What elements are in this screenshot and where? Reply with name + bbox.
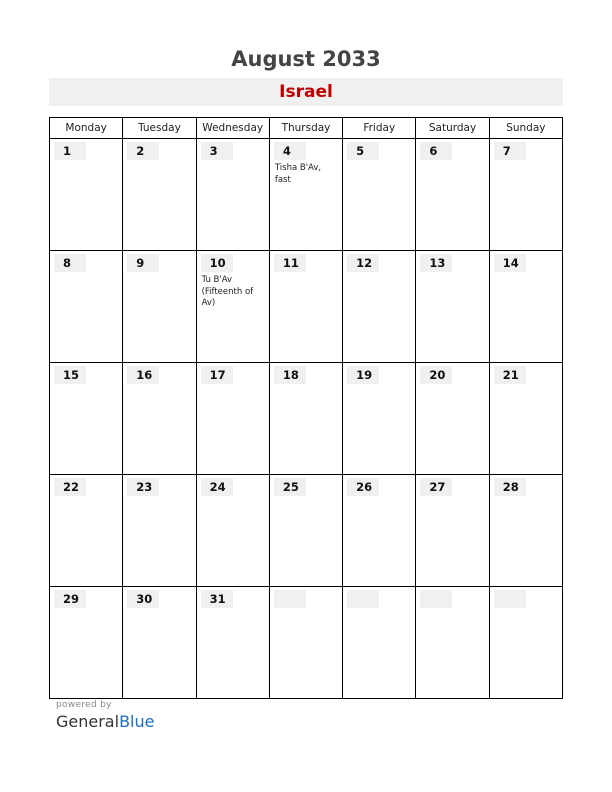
country-name: Israel [279, 82, 333, 102]
day-cell [416, 251, 489, 363]
day-cell [50, 251, 123, 363]
day-cell [489, 587, 562, 699]
day-number: 19 [347, 366, 379, 384]
brand-general: General [56, 712, 120, 731]
day-cell [123, 363, 196, 475]
week-row [50, 587, 563, 699]
day-number: 28 [494, 478, 526, 496]
day-cell [416, 363, 489, 475]
day-number: 14 [494, 254, 526, 272]
day-cell [269, 363, 342, 475]
day-cell [269, 139, 342, 251]
day-cell [343, 363, 416, 475]
week-row [50, 139, 563, 251]
brand-logo [56, 712, 154, 731]
day-cell [343, 139, 416, 251]
weekday-header: Friday [343, 118, 416, 139]
day-number: 12 [347, 254, 379, 272]
day-number: 3 [201, 142, 233, 160]
day-cell [489, 139, 562, 251]
day-cell [269, 475, 342, 587]
day-number: 18 [274, 366, 306, 384]
day-number: 23 [127, 478, 159, 496]
day-cell [50, 587, 123, 699]
day-number: 13 [420, 254, 452, 272]
day-number: 30 [127, 590, 159, 608]
day-cell [416, 475, 489, 587]
day-number: 31 [201, 590, 233, 608]
day-cell [269, 587, 342, 699]
day-number [274, 590, 306, 608]
week-row [50, 363, 563, 475]
calendar-grid [49, 117, 563, 699]
holiday-event: Tisha B'Av, fast [274, 163, 322, 185]
day-number: 8 [54, 254, 86, 272]
weekday-header: Monday [50, 118, 123, 139]
day-number: 1 [54, 142, 86, 160]
day-number: 24 [201, 478, 233, 496]
day-number: 2 [127, 142, 159, 160]
day-cell [196, 251, 269, 363]
day-number: 4 [274, 142, 306, 160]
day-cell [196, 139, 269, 251]
day-number: 27 [420, 478, 452, 496]
day-cell [489, 363, 562, 475]
day-cell [489, 251, 562, 363]
day-number: 25 [274, 478, 306, 496]
holiday-event: Tu B'Av (Fifteenth of Av) [201, 275, 254, 308]
footer [56, 700, 154, 731]
weekday-header-row [50, 118, 563, 139]
brand-blue: Blue [119, 712, 155, 731]
day-number: 26 [347, 478, 379, 496]
day-cell [343, 251, 416, 363]
day-cell [343, 475, 416, 587]
day-number: 11 [274, 254, 306, 272]
day-cell [50, 139, 123, 251]
weekday-header: Wednesday [196, 118, 269, 139]
day-number: 9 [127, 254, 159, 272]
country-banner [49, 78, 563, 106]
day-number: 15 [54, 366, 86, 384]
day-cell [489, 475, 562, 587]
weekday-header: Saturday [416, 118, 489, 139]
day-number: 20 [420, 366, 452, 384]
day-number: 10 [201, 254, 233, 272]
day-number: 22 [54, 478, 86, 496]
powered-by-text: powered by [56, 700, 112, 710]
week-row [50, 475, 563, 587]
weekday-header: Sunday [489, 118, 562, 139]
day-cell [50, 475, 123, 587]
day-cell [196, 475, 269, 587]
day-number: 21 [494, 366, 526, 384]
day-number: 29 [54, 590, 86, 608]
page-title: August 2033 [231, 47, 381, 71]
day-number: 7 [494, 142, 526, 160]
day-cell [196, 363, 269, 475]
week-row [50, 251, 563, 363]
day-number [420, 590, 452, 608]
day-number [494, 590, 526, 608]
day-cell [196, 587, 269, 699]
day-cell [123, 251, 196, 363]
day-cell [343, 587, 416, 699]
day-cell [123, 475, 196, 587]
day-number: 6 [420, 142, 452, 160]
day-number: 16 [127, 366, 159, 384]
day-cell [416, 587, 489, 699]
day-cell [123, 587, 196, 699]
day-cell [123, 139, 196, 251]
day-number [347, 590, 379, 608]
day-number: 17 [201, 366, 233, 384]
weekday-header: Tuesday [123, 118, 196, 139]
day-cell [50, 363, 123, 475]
day-cell [269, 251, 342, 363]
weekday-header: Thursday [269, 118, 342, 139]
day-number: 5 [347, 142, 379, 160]
day-cell [416, 139, 489, 251]
